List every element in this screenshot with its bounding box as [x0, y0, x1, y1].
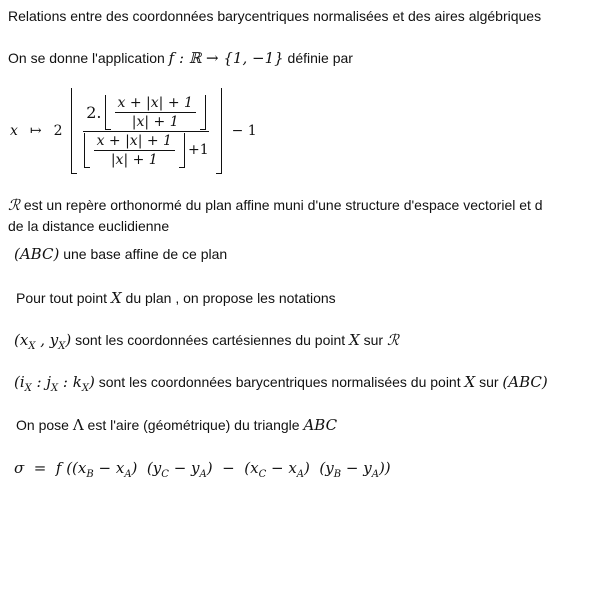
cart-math: (x — [14, 331, 29, 349]
outer-fraction — [81, 95, 212, 168]
base-line — [14, 245, 227, 263]
bary-math: (i — [14, 373, 25, 391]
bary-text: sont les coordonnées barycentriques normalisées du point — [94, 374, 465, 390]
inner-floor-top — [105, 95, 206, 130]
document-title: Relations entre des coordonnées barycentriques normalisées et des aires algébriques — [8, 8, 542, 24]
x-math: X — [110, 289, 122, 307]
mapsto-symbol: ↦ — [29, 123, 42, 139]
area-text: est l'aire (géométrique) du triangle — [83, 417, 304, 433]
dot-two: 2. — [86, 102, 102, 122]
abc-math: ABC — [303, 416, 338, 434]
floor-formula — [10, 86, 257, 176]
inner-floor-bottom — [84, 133, 185, 168]
abc-math: (ABC) — [502, 373, 548, 391]
bary-math: ) — [88, 373, 95, 391]
intro-text: On se donne l'application — [8, 50, 169, 66]
formula-two: 2 — [53, 123, 63, 139]
bary-sub: X — [51, 383, 59, 394]
x-math: X — [349, 331, 360, 349]
notation-text-end: du plan , on propose les notations — [121, 290, 336, 306]
base-text: une base affine de ce plan — [59, 246, 228, 262]
cartesian-line — [14, 331, 399, 352]
r-line-2: de la distance euclidienne — [8, 218, 170, 234]
area-line — [16, 416, 337, 434]
bary-math: : j — [31, 373, 52, 391]
intro-math: f : ℝ → {1, −1} — [168, 49, 284, 67]
r-text: est un repère orthonormé du plan affine muni d'une structure d'espace vectoriel et d — [19, 197, 543, 213]
bary-text: sur — [475, 374, 503, 390]
area-text: On pose — [16, 417, 73, 433]
bary-math: : k — [58, 373, 82, 391]
sigma-formula: σ = f $((x_B - x_A) (y_C - y_A) - (x_C - x_A) (y_B - y_A))$ — [14, 459, 391, 480]
outer-floor — [71, 88, 222, 174]
r-symbol: ℛ — [386, 331, 399, 349]
numerator: x + |x| + 1 — [94, 133, 175, 151]
lambda-math: Λ — [72, 416, 84, 434]
notation-line — [16, 289, 336, 307]
bary-sub: X — [24, 383, 32, 394]
cart-sub: X — [28, 341, 36, 352]
barycentric-line — [14, 373, 548, 394]
formula-var: x — [10, 123, 18, 139]
abc-math: (ABC) — [14, 245, 60, 263]
plus-one: +1 — [187, 142, 209, 158]
r-symbol: ℛ — [8, 196, 20, 214]
r-line — [8, 196, 543, 214]
notation-text: Pour tout point — [16, 290, 111, 306]
cart-math: ) — [65, 331, 72, 349]
cart-text: sont les coordonnées cartésiennes du point — [71, 332, 350, 348]
denominator: |x| + 1 — [110, 151, 158, 168]
minus-one: − 1 — [231, 123, 257, 139]
bary-sub: X — [81, 383, 89, 394]
denominator: |x| + 1 — [131, 113, 179, 130]
cart-math: , y — [35, 331, 59, 349]
cart-text: sur — [359, 332, 387, 348]
cart-sub: X — [58, 341, 66, 352]
intro-line — [8, 49, 353, 67]
numerator: x + |x| + 1 — [115, 95, 196, 113]
intro-text-end: définie par — [283, 50, 353, 66]
x-math: X — [464, 373, 476, 391]
